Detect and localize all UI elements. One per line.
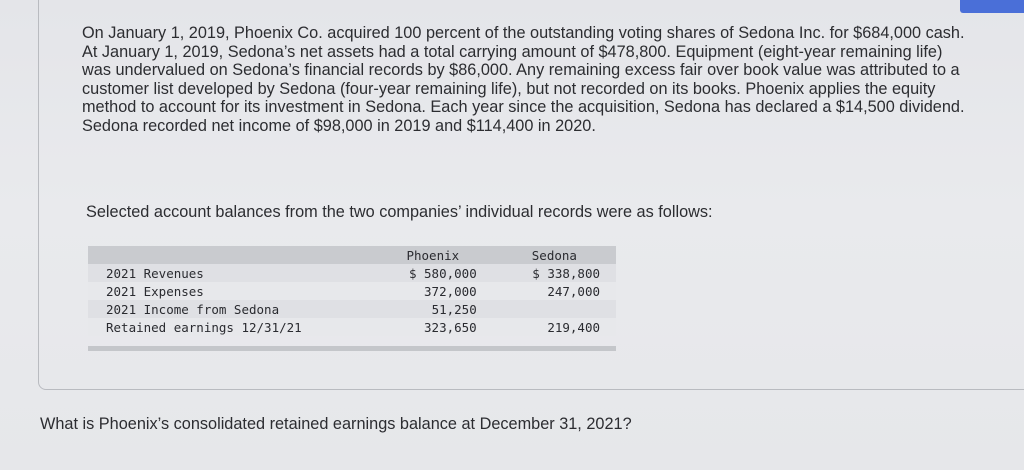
- table-bottom-divider: [88, 346, 616, 351]
- row-label: 2021 Expenses: [88, 282, 373, 300]
- row-label: 2021 Revenues: [88, 264, 373, 282]
- question-text: What is Phoenix’s consolidated retained earnings balance at December 31, 2021?: [40, 415, 632, 433]
- sedona-value: [493, 300, 616, 318]
- table-row: [88, 300, 616, 318]
- header-label-column: [88, 246, 373, 264]
- row-label: Retained earnings 12/31/21: [88, 318, 373, 336]
- header-sedona: Sedona: [493, 246, 616, 264]
- account-balances-table-wrap: [88, 246, 616, 351]
- row-label: 2021 Income from Sedona: [88, 300, 373, 318]
- table-header-row: [88, 246, 616, 264]
- phoenix-value: $ 580,000: [373, 264, 493, 282]
- table-row: [88, 282, 616, 300]
- table-row: [88, 264, 616, 282]
- sedona-value: 247,000: [493, 282, 616, 300]
- phoenix-value: 323,650: [373, 318, 493, 336]
- account-balances-table: [88, 246, 616, 336]
- phoenix-value: 51,250: [373, 300, 493, 318]
- sedona-value: 219,400: [493, 318, 616, 336]
- table-row: [88, 318, 616, 336]
- sedona-value: $ 338,800: [493, 264, 616, 282]
- problem-paragraph: On January 1, 2019, Phoenix Co. acquired 100 percent of the outstanding voting shares of Sedona Inc. for $684,000 cash. At January 1, 2019, Sedona’s net assets had a total carrying amount of $478,800. Equipment (eight-year remaining life) was undervalued on Sedona’s financial records by $86,000. Any remaining excess fair over book value was attributed to a customer list developed by Sedona (four-year remaining life), but not recorded on its books. Phoenix applies the equity method to account for its investment in Sedona. Each year since the acquisition, Sedona has declared a $14,500 dividend. Sedona recorded net income of $98,000 in 2019 and $114,400 in 2020.: [82, 24, 965, 135]
- phoenix-value: 372,000: [373, 282, 493, 300]
- header-phoenix: Phoenix: [373, 246, 493, 264]
- table-intro-text: Selected account balances from the two companies’ individual records were as follows:: [86, 203, 713, 221]
